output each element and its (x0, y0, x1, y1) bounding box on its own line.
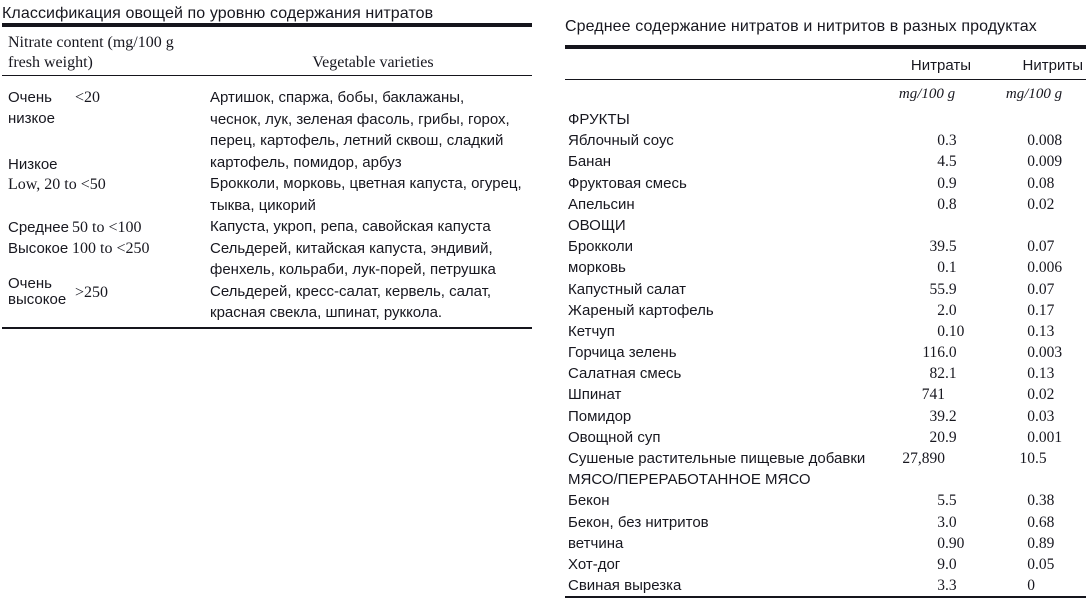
value-frac: .5 (945, 492, 957, 510)
value-int: 0 (1027, 280, 1035, 298)
category-label: МЯСО/ПЕРЕРАБОТАННОЕ МЯСО (568, 471, 811, 489)
nitrites-value (971, 236, 1077, 257)
value-frac: .13 (1035, 365, 1055, 383)
nitrate-level-row (8, 238, 210, 259)
value-int: 0 (1027, 513, 1035, 531)
vegetable-list (210, 87, 532, 173)
value-int: 0 (1027, 386, 1035, 404)
nitrites-value (971, 173, 1077, 194)
product-row (565, 533, 1086, 554)
nitrates-value (883, 384, 971, 405)
value-frac (945, 448, 971, 469)
nitrates-value (883, 448, 971, 469)
product-row (565, 363, 1086, 384)
level-name-line: Очень (8, 89, 52, 106)
category-row (565, 109, 1086, 130)
vegetable-list (210, 216, 532, 238)
nitrites-unit: mg/100 g (1005, 86, 1063, 102)
vegetable-list (210, 281, 532, 324)
right-table-title: Среднее содержание нитратов и нитритов в разных продуктах (565, 18, 1037, 35)
level-name: Низкое (8, 156, 58, 173)
nitrites-value (971, 406, 1077, 427)
nitrates-value (883, 279, 971, 300)
product-label: Капустный салат (568, 280, 686, 298)
nitrites-value (971, 257, 1077, 278)
product-label: морковь (568, 259, 626, 277)
value-int: 0 (1027, 492, 1035, 510)
value-int: 741 (921, 386, 945, 404)
nitrates-value (883, 236, 971, 257)
product-label: Апельсин (568, 195, 635, 213)
units-row (565, 80, 1086, 109)
value-frac: .02 (1035, 386, 1055, 404)
level-name: Среднее (8, 219, 69, 236)
value-frac: .008 (1035, 132, 1063, 150)
product-row (565, 300, 1086, 321)
value-int: 0 (1027, 301, 1035, 319)
level-name-line: Очень (8, 275, 52, 292)
value-frac: .07 (1035, 280, 1055, 298)
bottom-rule-divider (565, 596, 1086, 598)
value-int: 3 (937, 577, 945, 595)
product-label: ветчина (568, 534, 624, 552)
product-row (565, 427, 1086, 448)
product-row (565, 173, 1086, 194)
vegetable-list-line: чеснок, лук, зеленая фасоль, грибы, горох, (210, 110, 510, 128)
nitrates-value (883, 321, 971, 342)
nitrites-value (971, 279, 1077, 300)
value-frac: .10 (945, 322, 965, 340)
product-label: Фруктовая смесь (568, 174, 687, 192)
category-label: ОВОЩИ (568, 216, 626, 234)
product-row (565, 490, 1086, 511)
product-row (565, 512, 1086, 533)
value-frac: .0 (945, 301, 957, 319)
value-int: 39 (929, 407, 945, 425)
value-int: 0 (1027, 174, 1035, 192)
nitrate-nitrite-content-table (565, 17, 1086, 598)
value-frac: .08 (1035, 174, 1055, 192)
value-frac: .1 (945, 365, 957, 383)
value-int: 0 (1027, 428, 1035, 446)
vegetable-list-line: Капуста, укроп, репа, савойская капуста (210, 218, 491, 235)
value-frac: .8 (945, 195, 957, 213)
value-int: 82 (929, 365, 945, 383)
level-name-line: высокое (8, 291, 67, 308)
nitrate-level-row (8, 87, 210, 129)
header-nitrate-content (8, 33, 214, 73)
header-vegetable-varieties: Vegetable varieties (312, 54, 434, 71)
product-label: Хот-дог (568, 555, 621, 573)
level-range: 50 to <100 (72, 219, 142, 236)
column-header-nitrates: Нитраты (910, 57, 971, 74)
value-int: 2 (937, 301, 945, 319)
level-name (8, 87, 75, 129)
nitrates-value (883, 130, 971, 151)
level-name-line: низкое (8, 110, 55, 127)
value-int: 0 (1027, 322, 1035, 340)
product-row (565, 236, 1086, 257)
nitrate-level-row (8, 155, 210, 195)
nitrites-value (971, 342, 1077, 363)
value-frac: .17 (1035, 301, 1055, 319)
header-nitrate-content-line2: fresh weight) (8, 54, 93, 71)
nitrates-value (883, 490, 971, 511)
nitrites-value (971, 490, 1077, 511)
value-int: 27,890 (902, 450, 945, 467)
nitrate-level-column (2, 87, 210, 324)
nitrates-value (883, 533, 971, 554)
vegetable-list-line: перец, картофель, летний сквош, сладкий (210, 132, 504, 149)
product-label: Овощной суп (568, 428, 661, 446)
nitrates-value (883, 554, 971, 575)
product-label: Брокколи (568, 238, 633, 256)
value-int: 0 (1027, 344, 1035, 362)
product-label: Яблочный соус (568, 132, 674, 150)
product-label: Жареный картофель (568, 301, 714, 319)
right-table-header (565, 49, 1086, 79)
value-int: 0 (1027, 153, 1035, 171)
nitrites-value (971, 512, 1077, 533)
value-frac: .5 (945, 238, 957, 256)
vegetable-classification-table (2, 5, 532, 329)
vegetable-list-line: Сельдерей, китайская капуста, эндивий, (210, 239, 493, 257)
level-name (8, 276, 75, 308)
product-label: Банан (568, 153, 612, 171)
value-int: 55 (929, 280, 945, 298)
value-frac: .5 (945, 153, 957, 171)
product-row (565, 406, 1086, 427)
value-frac: .68 (1035, 513, 1055, 531)
nitrites-value (971, 554, 1077, 575)
product-label: Бекон (568, 492, 610, 510)
nitrates-value (883, 342, 971, 363)
level-range: Low, 20 to <50 (8, 176, 106, 193)
left-table-header (2, 27, 532, 75)
category-label: ФРУКТЫ (568, 111, 630, 128)
value-int: 0 (937, 534, 945, 552)
nitrate-level-row (8, 217, 210, 238)
product-label: Бекон, без нитритов (568, 513, 709, 531)
category-row (565, 215, 1086, 236)
right-table-body (565, 109, 1086, 596)
column-header-nitrites: Нитриты (1022, 57, 1083, 74)
level-range: >250 (75, 284, 109, 301)
value-frac: .001 (1035, 428, 1063, 446)
nitrates-value (883, 173, 971, 194)
product-label: Кетчуп (568, 322, 615, 340)
product-row (565, 384, 1086, 405)
nitrites-value (971, 427, 1077, 448)
value-frac: .13 (1035, 322, 1055, 340)
value-frac (1035, 575, 1077, 596)
value-int: 0 (1027, 195, 1035, 213)
vegetable-list-line: картофель, помидор, арбуз (210, 153, 402, 171)
vegetable-list-line: тыква, цикорий (210, 196, 316, 214)
nitrites-value (971, 575, 1077, 596)
vegetable-list-line: Артишок, спаржа, бобы, баклажаны, (210, 89, 465, 106)
nitrates-value (883, 512, 971, 533)
product-row (565, 257, 1086, 278)
nitrites-value (971, 448, 1077, 469)
level-range: 100 to <250 (72, 240, 150, 257)
value-frac: .9 (945, 428, 957, 446)
product-row (565, 575, 1086, 596)
value-frac: .5 (1035, 450, 1047, 467)
product-row (565, 448, 1086, 469)
vegetable-list-line: фенхель, кольраби, лук-порей, петрушка (210, 261, 496, 278)
level-name: Высокое (8, 240, 69, 257)
nitrates-value (883, 300, 971, 321)
product-label: Шпинат (568, 386, 622, 404)
nitrites-value (971, 300, 1077, 321)
value-frac: .006 (1035, 259, 1063, 277)
vegetable-varieties-column (210, 87, 532, 324)
value-int: 0 (1027, 555, 1035, 573)
nitrites-value (971, 130, 1077, 151)
value-int: 9 (937, 555, 945, 573)
value-frac: .07 (1035, 238, 1055, 256)
nitrites-value (971, 533, 1077, 554)
value-int: 116 (922, 344, 945, 362)
value-frac: .3 (945, 132, 957, 150)
value-int: 0 (937, 195, 945, 213)
nitrates-value (883, 257, 971, 278)
nitrates-value (883, 427, 971, 448)
level-range: <20 (75, 89, 101, 106)
value-int: 10 (1019, 450, 1035, 467)
nitrites-value (971, 363, 1077, 384)
nitrates-value (883, 194, 971, 215)
category-row (565, 469, 1086, 490)
vegetable-list (210, 173, 532, 216)
value-int: 0 (937, 132, 945, 150)
value-frac: .9 (945, 280, 957, 298)
nitrates-value (883, 151, 971, 172)
value-frac: .90 (945, 534, 965, 552)
value-frac (945, 384, 971, 405)
value-frac: .003 (1035, 344, 1063, 362)
value-frac: .0 (945, 344, 957, 362)
product-row (565, 194, 1086, 215)
value-int: 0 (1027, 365, 1035, 383)
value-int: 0 (937, 259, 945, 277)
value-int: 4 (937, 153, 945, 171)
value-frac: .0 (945, 555, 957, 573)
vegetable-list-line: Брокколи, морковь, цветная капуста, огурец, (210, 175, 522, 192)
nitrates-value (883, 406, 971, 427)
value-frac: .9 (945, 174, 957, 192)
value-int: 0 (1027, 132, 1035, 150)
product-label: Салатная смесь (568, 365, 682, 383)
value-int: 0 (1027, 259, 1035, 277)
vegetable-list (210, 238, 532, 281)
nitrites-value (971, 321, 1077, 342)
value-int: 0 (1027, 407, 1035, 425)
header-nitrate-content-line1: Nitrate content (mg/100 g (8, 34, 174, 51)
vegetable-list-line: Сельдерей, кресс-салат, кервель, салат, (210, 282, 492, 300)
nitrites-value (971, 151, 1077, 172)
product-label: Сушеные растительные пищевые добавки (568, 450, 866, 467)
value-int: 0 (1027, 577, 1035, 595)
value-frac: .02 (1035, 195, 1055, 213)
value-frac: .0 (945, 513, 957, 531)
value-frac: .2 (945, 407, 957, 425)
value-int: 0 (937, 174, 945, 192)
nitrites-value (971, 384, 1077, 405)
left-table-title: Классификация овощей по уровню содержания нитратов (2, 5, 434, 22)
product-row (565, 554, 1086, 575)
nitrates-value (883, 363, 971, 384)
product-row (565, 279, 1086, 300)
value-frac: .1 (945, 259, 957, 277)
left-table-body (2, 76, 532, 327)
product-row (565, 321, 1086, 342)
value-frac: .89 (1035, 534, 1055, 552)
product-row (565, 342, 1086, 363)
product-label: Горчица зелень (568, 344, 677, 362)
value-frac: .38 (1035, 492, 1055, 510)
value-frac: .009 (1035, 153, 1063, 171)
nitrates-unit: mg/100 g (898, 86, 956, 102)
product-row (565, 151, 1086, 172)
bottom-rule-divider (2, 327, 532, 329)
value-int: 5 (937, 492, 945, 510)
value-frac: .3 (945, 577, 957, 595)
nitrites-value (971, 194, 1077, 215)
value-frac: .03 (1035, 407, 1055, 425)
nitrate-level-row (8, 276, 210, 308)
value-int: 0 (937, 322, 945, 340)
product-label: Помидор (568, 407, 632, 425)
value-int: 0 (1027, 534, 1035, 552)
vegetable-list-line: красная свекла, шпинат, руккола. (210, 304, 443, 321)
value-int: 20 (929, 428, 945, 446)
value-int: 39 (929, 238, 945, 256)
value-frac: .05 (1035, 555, 1055, 573)
value-int: 3 (937, 513, 945, 531)
value-int: 0 (1027, 238, 1035, 256)
product-row (565, 130, 1086, 151)
nitrates-value (883, 575, 971, 596)
product-label: Свиная вырезка (568, 577, 682, 595)
